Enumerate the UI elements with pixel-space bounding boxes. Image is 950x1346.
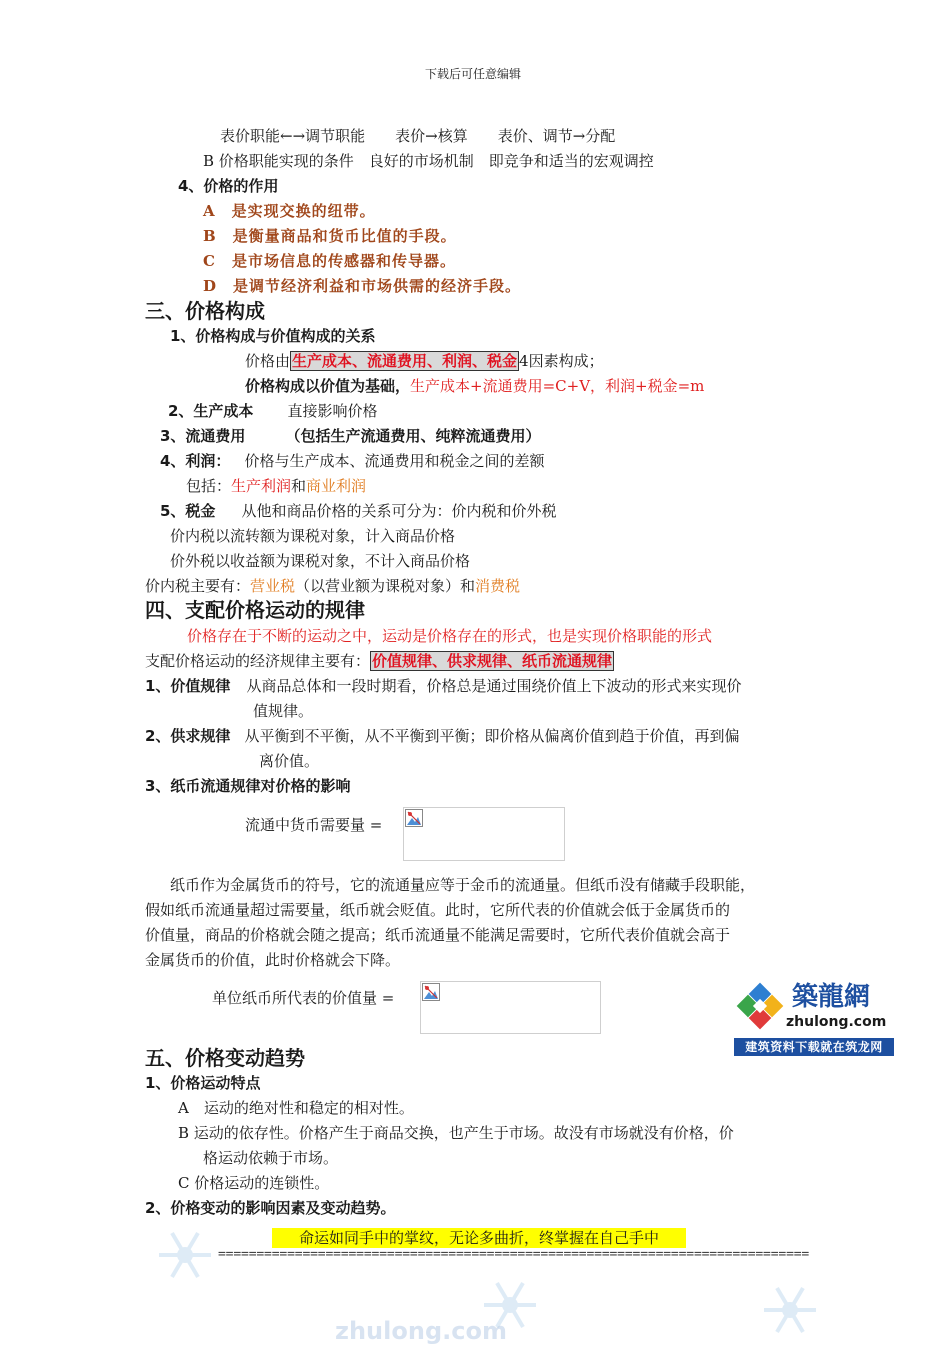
profit-includes-and: 和 bbox=[291, 477, 307, 495]
feature-b-cont: 格运动依赖于市场。 bbox=[203, 1149, 339, 1167]
paper-money-para-2: 假如纸币流通量超过需要量，纸币就会贬值。此时，它所代表的价值就会低于金属货币的 bbox=[145, 901, 731, 919]
composition-factors-line bbox=[245, 351, 604, 371]
value-law-cont: 值规律。 bbox=[253, 702, 314, 720]
composition-suffix: 4因素构成； bbox=[519, 352, 604, 370]
feature-a: A 运动的绝对性和稳定的相对性。 bbox=[178, 1099, 414, 1117]
paper-money-law-title: 3、纸币流通规律对价格的影响 bbox=[145, 777, 351, 795]
circulation-cost-title: 3、流通费用 bbox=[160, 427, 246, 445]
zhulong-watermark-text: zhulong.com bbox=[335, 1317, 507, 1345]
snowflake-watermark-icon bbox=[155, 1225, 215, 1285]
price-role-b: B 是衡量商品和货币比值的手段。 bbox=[203, 227, 457, 245]
price-role-d: D 是调节经济利益和市场供需的经济手段。 bbox=[203, 277, 522, 295]
inner-tax-types-line bbox=[145, 576, 520, 596]
formula-unit-value-label: 单位纸币所代表的价值量 = bbox=[212, 989, 395, 1007]
price-role-a: A 是实现交换的纽带。 bbox=[203, 202, 376, 220]
composition-basis-line bbox=[245, 376, 704, 396]
production-cost-line bbox=[168, 401, 377, 421]
economic-laws-highlight: 价值规律、供求规律、纸币流通规律 bbox=[372, 652, 613, 670]
price-function-line: 表价职能←→调节职能 表价→核算 表价、调节→分配 bbox=[220, 127, 616, 145]
profit-includes-line bbox=[186, 476, 366, 496]
business-tax: 营业税 bbox=[250, 577, 296, 595]
supply-demand-law-text: 从平衡到不平衡，从不平衡到平衡；即价格从偏离价值到趋于价值，再到偏 bbox=[244, 727, 740, 745]
feature-b: B 运动的依存性。价格产生于商品交换，也产生于市场。故没有市场就没有价格，价 bbox=[178, 1124, 734, 1142]
production-cost-text: 直接影响价格 bbox=[287, 402, 378, 420]
composition-formula: 生产成本+流通费用=C+V，利润+税金=m bbox=[410, 377, 705, 395]
footer-rule: ============================================================================= bbox=[218, 1247, 810, 1262]
value-law-line bbox=[145, 676, 741, 696]
logo-name: 築龍網 bbox=[792, 982, 871, 1012]
price-change-factors-title: 2、价格变动的影响因素及变动趋势。 bbox=[145, 1199, 396, 1217]
inner-tax-types-mid: （以营业额为课税对象）和 bbox=[295, 577, 476, 595]
production-cost-title: 2、生产成本 bbox=[168, 402, 254, 420]
formula-image-2 bbox=[420, 981, 601, 1034]
section-title-price-role: 4、价格的作用 bbox=[178, 177, 279, 195]
profit-includes-prefix: 包括： bbox=[186, 477, 232, 495]
value-law-text: 从商品总体和一段时期看，价格总是通过围绕价值上下波动的形式来实现价 bbox=[246, 677, 742, 695]
inner-tax-line: 价内税以流转额为课税对象，计入商品价格 bbox=[170, 527, 456, 545]
logo-slogan: 建筑资料下载就在筑龙网 bbox=[745, 1040, 883, 1054]
circulation-cost-line bbox=[160, 426, 540, 446]
tax-text: 从他和商品价格的关系可分为：价内税和价外税 bbox=[241, 502, 557, 520]
tax-title: 5、税金 bbox=[160, 502, 216, 520]
tax-line bbox=[160, 501, 556, 521]
commercial-profit: 商业利润 bbox=[306, 477, 367, 495]
header-note: 下载后可任意编辑 bbox=[425, 67, 522, 81]
paper-money-para-3: 价值量，商品的价格就会随之提高；纸币流通量不能满足需要时，它所代表价值就会高于 bbox=[145, 926, 731, 944]
consumption-tax: 消费税 bbox=[475, 577, 521, 595]
broken-image-icon bbox=[405, 809, 423, 827]
value-law-title: 1、价值规律 bbox=[145, 677, 231, 695]
price-movement-features-title: 1、价格运动特点 bbox=[145, 1074, 261, 1092]
profit-text: 价格与生产成本、流通费用和税金之间的差额 bbox=[244, 452, 545, 470]
outer-tax-line: 价外税以收益额为课税对象，不计入商品价格 bbox=[170, 552, 471, 570]
composition-basis-bold: 价格构成以价值为基础， bbox=[245, 377, 411, 395]
supply-demand-law-line bbox=[145, 726, 739, 746]
composition-relation-title: 1、价格构成与价值构成的关系 bbox=[170, 327, 376, 345]
movement-intro: 价格存在于不断的运动之中，运动是价格存在的形式，也是实现价格职能的形式 bbox=[187, 627, 713, 645]
formula-image-1 bbox=[403, 807, 565, 861]
inner-tax-types-prefix: 价内税主要有： bbox=[145, 577, 251, 595]
feature-c: C 价格运动的连锁性。 bbox=[178, 1174, 330, 1192]
supply-demand-law-title: 2、供求规律 bbox=[145, 727, 231, 745]
price-function-condition: B 价格职能实现的条件 良好的市场机制 即竞争和适当的宏观调控 bbox=[203, 152, 654, 170]
snowflake-watermark-icon bbox=[760, 1280, 820, 1340]
composition-factors-highlight: 生产成本、流通费用、利润、税金 bbox=[292, 352, 518, 370]
circulation-cost-text: （包括生产流通费用、纯粹流通费用） bbox=[285, 427, 541, 445]
paper-money-para-1: 纸币作为金属货币的符号，它的流通量应等于金币的流通量。但纸币没有储藏手段职能， bbox=[170, 876, 756, 894]
price-role-c: C 是市场信息的传感器和传导器。 bbox=[203, 252, 456, 270]
heading-price-trend: 五、价格变动趋势 bbox=[145, 1046, 305, 1070]
paper-money-para-4: 金属货币的价值，此时价格就会下降。 bbox=[145, 951, 401, 969]
supply-demand-law-cont: 离价值。 bbox=[259, 752, 320, 770]
profit-line bbox=[160, 451, 544, 471]
heading-price-composition: 三、价格构成 bbox=[145, 299, 265, 323]
heading-price-movement-laws: 四、支配价格运动的规律 bbox=[145, 598, 365, 622]
zhulong-logo bbox=[734, 976, 894, 1056]
economic-laws-prefix: 支配价格运动的经济规律主要有： bbox=[145, 652, 371, 670]
formula-money-demand-label: 流通中货币需要量 = bbox=[245, 816, 383, 834]
production-profit: 生产利润 bbox=[231, 477, 292, 495]
composition-prefix: 价格由 bbox=[245, 352, 291, 370]
footer-motto: 命运如同手中的掌纹，无论多曲折，终掌握在自己手中 bbox=[272, 1228, 686, 1248]
logo-domain: zhulong.com bbox=[786, 1014, 887, 1030]
economic-laws-line bbox=[145, 651, 614, 671]
profit-title: 4、利润： bbox=[160, 452, 231, 470]
broken-image-icon bbox=[422, 983, 440, 1001]
